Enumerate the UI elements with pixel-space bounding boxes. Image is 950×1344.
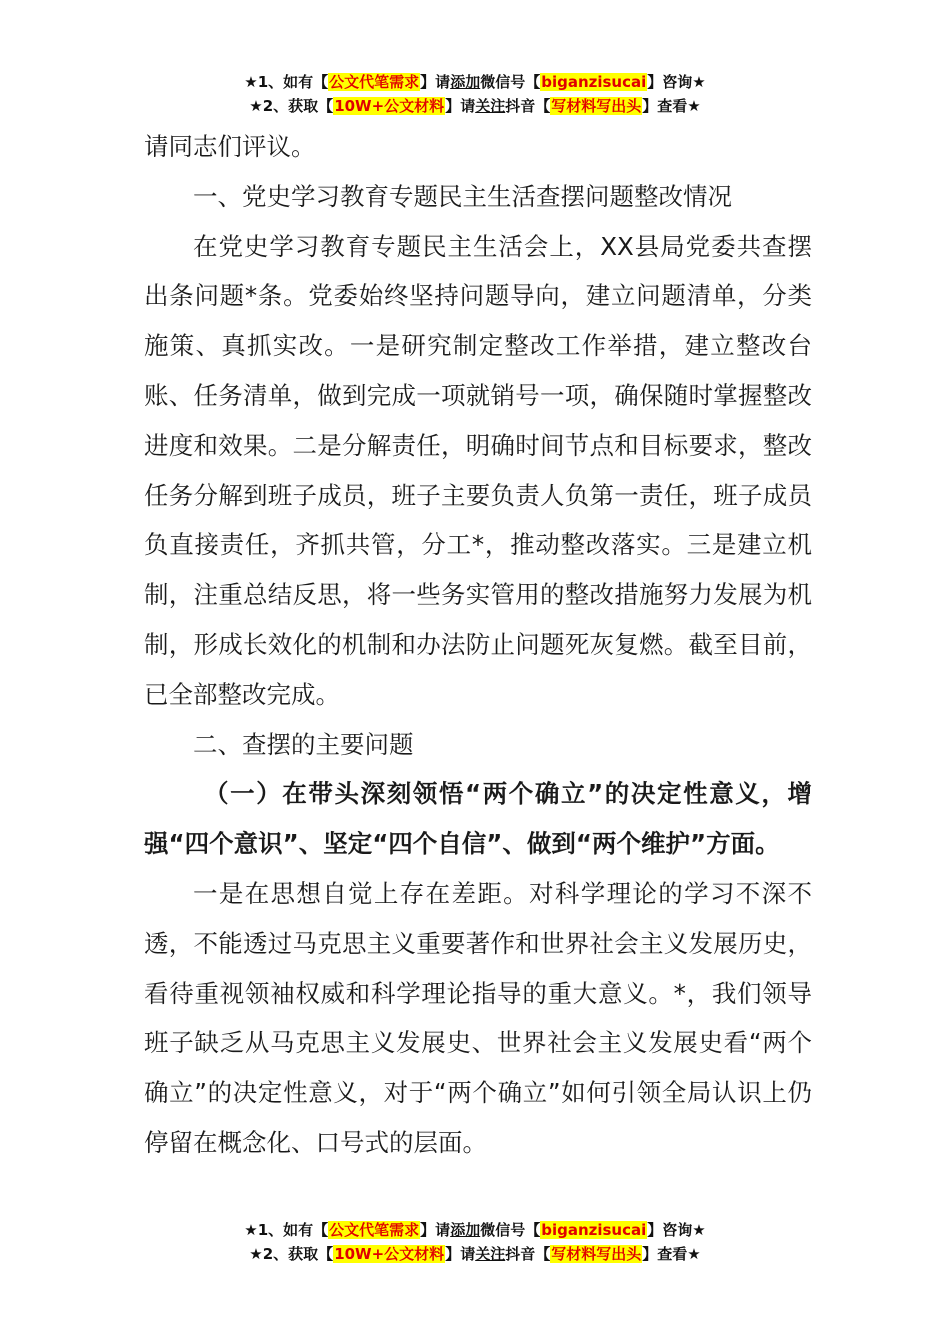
star-icon: ★	[249, 97, 263, 115]
banner-text: 微信号【	[480, 73, 541, 91]
header-banner	[0, 70, 950, 118]
banner-text: 】请	[445, 97, 476, 115]
highlight-text: 公文代笔需求	[329, 1221, 420, 1239]
banner-text: 】查看★	[642, 1245, 701, 1263]
subsection-heading-1: （一）在带头深刻领悟“两个确立”的决定性意义，增强“四个意识”、坚定“四个自信”、做到“两个维护”方面。	[144, 779, 812, 859]
banner-emphasis: 关注	[475, 97, 506, 115]
highlight-text: biganzisucai	[541, 73, 647, 91]
banner-text: 】查看★	[642, 97, 701, 115]
banner-emphasis: 添加	[450, 1221, 481, 1239]
section-heading-1: 一、党史学习教育专题民主生活查摆问题整改情况	[193, 181, 732, 211]
paragraph-closing: 请同志们评议。	[144, 132, 316, 161]
highlight-text: 写材料写出头	[551, 97, 642, 115]
footer-banner	[0, 1218, 950, 1266]
highlight-text: 10W+公文材料	[334, 1245, 445, 1263]
banner-line-2	[0, 94, 950, 118]
highlight-text: 10W+公文材料	[334, 97, 445, 115]
banner-text: 2、获取【	[262, 1245, 334, 1263]
banner-text: 】请	[445, 1245, 476, 1263]
paragraph-rectification: 在党史学习教育专题民主生活会上，XX县局党委共查摆出条问题*条。党委始终坚持问题导向，建立问题清单，分类施策、真抓实改。一是研究制定整改工作举措，建立整改台账、任务清单，做到完成一项就销号一项，确保随时掌握整改进度和效果。二是分解责任，明确时间节点和目标要求，整改任务分解到班子成员，班子主要负责人负第一责任，班子成员负直接责任，齐抓共管，分工*，推动整改落实。三是建立机制，注重总结反思，将一些务实管用的整改措施努力发展为机制，形成长效化的机制和办法防止问题死灰复燃。截至目前，已全部整改完成。	[144, 231, 812, 709]
banner-text: 】请	[420, 1221, 451, 1239]
banner-emphasis: 添加	[450, 73, 481, 91]
banner-text: 抖音【	[505, 1245, 551, 1263]
section-heading-2: 二、查摆的主要问题	[193, 729, 414, 759]
document-body	[144, 122, 812, 1168]
banner-line-1	[0, 1218, 950, 1242]
paragraph-problem-1: 一是在思想自觉上存在差距。对科学理论的学习不深不透，不能透过马克思主义重要著作和世界社会主义发展历史，看待重视领袖权威和科学理论指导的重大意义。*，我们领导班子缺乏从马克思主义发展史、世界社会主义发展史看“两个确立”的决定性意义，对于“两个确立”如何引领全局认识上仍停留在概念化、口号式的层面。	[144, 878, 812, 1157]
banner-emphasis: 关注	[475, 1245, 506, 1263]
star-icon: ★	[244, 1221, 258, 1239]
highlight-text: 写材料写出头	[551, 1245, 642, 1263]
star-icon: ★	[249, 1245, 263, 1263]
highlight-text: 公文代笔需求	[329, 73, 420, 91]
highlight-text: biganzisucai	[541, 1221, 647, 1239]
banner-text: 】咨询★	[647, 1221, 706, 1239]
banner-text: 】请	[420, 73, 451, 91]
banner-text: 】咨询★	[647, 73, 706, 91]
banner-text: 抖音【	[505, 97, 551, 115]
star-icon: ★	[244, 73, 258, 91]
banner-text: 微信号【	[480, 1221, 541, 1239]
banner-line-1	[0, 70, 950, 94]
banner-line-2	[0, 1242, 950, 1266]
banner-text: 2、获取【	[262, 97, 334, 115]
banner-text: 1、如有【	[257, 73, 329, 91]
banner-text: 1、如有【	[257, 1221, 329, 1239]
